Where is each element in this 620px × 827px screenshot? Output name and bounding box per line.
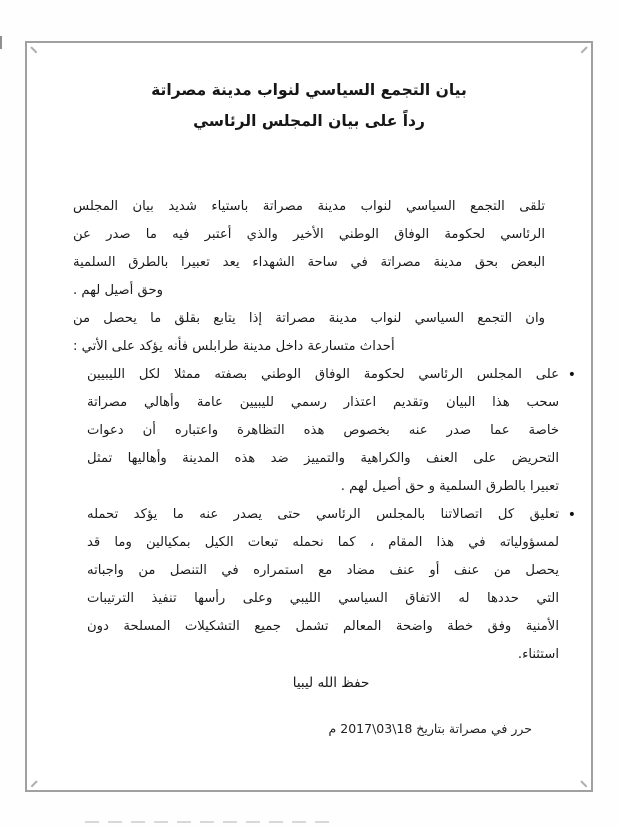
text-line: الأمنية وفق خطة واضحة المعالم تشمل جميع التشكيلات المسلحة دون [87, 619, 559, 634]
scan-artifact-left-edge [0, 36, 2, 49]
text-line: التحريض على العنف والكراهية والتمييز ضد هذه المدينة وأهاليها تمثل [87, 451, 559, 466]
bullet-paragraph [73, 361, 576, 501]
date-line: حرر في مصراتة بتاريخ 18\03\2017 م [328, 721, 532, 736]
paragraph [73, 193, 545, 305]
scan-artifact-bottom-line [85, 821, 331, 823]
text-line: وحق أصيل لهم . [73, 283, 163, 298]
title-line-2: رداً على بيان المجلس الرئاسي [193, 112, 425, 130]
document-content [27, 43, 591, 790]
text-line: تعليق كل اتصالاتنا بالمجلس الرئاسي حتى يصدر عنه ما يؤكد تحمله [87, 507, 559, 522]
bullet-icon: • [567, 507, 576, 523]
paragraph [73, 305, 545, 361]
text-line: أحداث متسارعة داخل مدينة طرابلس فأنه يؤكد على الأتي : [73, 339, 395, 354]
text-line: سحب هذا البيان وتقديم اعتذار رسمي لليبيين عامة وأهالي مصراتة [87, 395, 559, 410]
text-line: على المجلس الرئاسي لحكومة الوفاق الوطني بصفته ممثلا لكل الليبيين [87, 367, 559, 382]
document-title [73, 75, 545, 137]
text-line: استثناء. [517, 647, 559, 662]
text-line: البعض بحق مدينة مصراتة في ساحة الشهداء يعد تعبيرا بالطرق السلمية [73, 255, 545, 270]
document-border-frame [25, 41, 593, 792]
closing-phrase: حفظ الله ليبيا [292, 675, 370, 691]
text-line: يحصل من عنف أو عنف مضاد مع استمراره في التنصل من واجباته [87, 563, 559, 578]
title-line-1: بيان التجمع السياسي لنواب مدينة مصراتة [151, 81, 467, 99]
text-line: خاصة عما صدر عنه بخصوص هذه التظاهرة واعتباره أن دعوات [87, 423, 559, 438]
text-line: لمسؤولياته في هذا المقام ، كما نحمله تبعات الكيل بمكيالين وما قد [87, 535, 559, 550]
text-line: التي حددها له الاتفاق السياسي الليبي وعلى رأسها تنفيذ الترتيبات [87, 591, 559, 606]
bullet-icon: • [567, 367, 576, 383]
text-line: وان التجمع السياسي لنواب مدينة مصراتة إذا يتابع بقلق ما يحصل من [73, 311, 545, 326]
bullet-paragraph [73, 501, 576, 669]
text-line: تلقى التجمع السياسي لنواب مدينة مصراتة باستياء شديد بيان المجلس [73, 199, 545, 214]
text-line: تعبيرا بالطرق السلمية و حق أصيل لهم . [340, 479, 559, 494]
text-line: الرئاسي لحكومة الوفاق الوطني الأخير والذي أعتبر فيه ما صدر عن [73, 227, 545, 242]
document-body [73, 193, 576, 669]
